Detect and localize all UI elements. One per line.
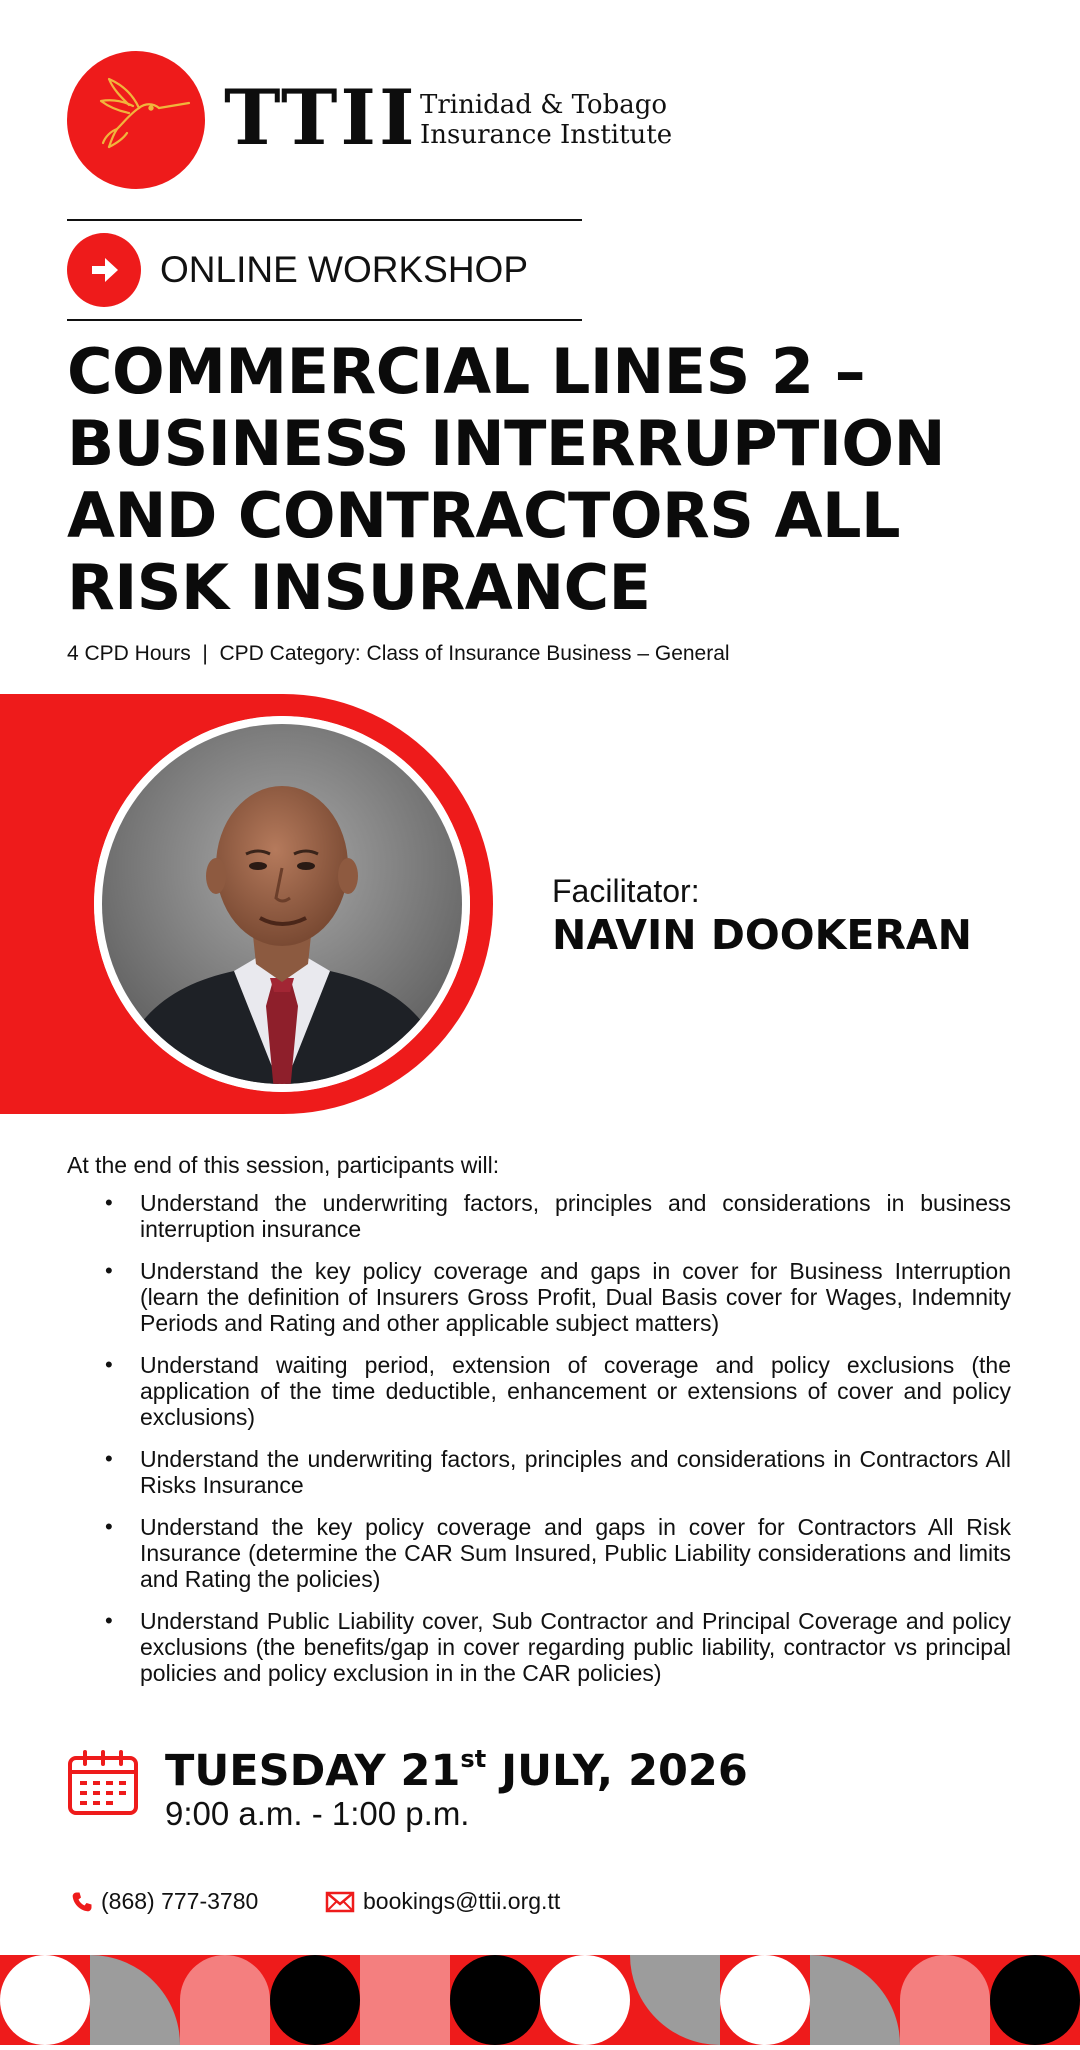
title-line: COMMERCIAL LINES 2 – xyxy=(67,335,866,408)
portrait-image xyxy=(94,716,470,1092)
event-time: 9:00 a.m. - 1:00 p.m. xyxy=(165,1795,470,1832)
outcomes-list xyxy=(100,1190,1011,1702)
list-item: • Understand the underwriting factors, principles and considerations in business interruption insurance xyxy=(100,1190,1011,1242)
cpd-info: 4 CPD Hours | CPD Category: Class of Insurance Business – General xyxy=(67,642,730,665)
hummingbird-icon xyxy=(67,51,205,189)
divider-bottom xyxy=(67,319,582,321)
logo-acronym: TTII xyxy=(224,73,418,162)
date-rest: JULY, 2026 xyxy=(486,1746,748,1796)
calendar-icon xyxy=(67,1750,139,1816)
facilitator-photo xyxy=(94,716,470,1092)
list-item: • Understand Public Liability cover, Sub Contractor and Principal Coverage and policy exclusions (the benefits/gap in cover regarding public liability, contractor vs principal policies and policy exclusion in in the CAR policies) xyxy=(100,1608,1011,1686)
title-line: RISK INSURANCE xyxy=(67,551,651,624)
facilitator-name: NAVIN DOOKERAN xyxy=(552,911,972,959)
title-line: AND CONTRACTORS ALL xyxy=(67,479,901,552)
decorative-shapes xyxy=(0,1955,1080,2045)
logo-organization-name xyxy=(420,90,672,150)
event-date xyxy=(165,1747,748,1795)
envelope-icon xyxy=(325,1891,355,1913)
list-item: • Understand the key policy coverage and gaps in cover for Business Interruption (learn the definition of Insurers Gross Profit, Dual Basis cover for Wages, Indemnity Periods and Rating and other applicable subject matters) xyxy=(100,1258,1011,1336)
event-title xyxy=(67,336,1027,624)
date-ordinal: st xyxy=(460,1745,487,1773)
logo-name-line1: Trinidad & Tobago xyxy=(420,90,668,120)
footer-pattern xyxy=(0,1955,1080,2045)
list-item: • Understand waiting period, extension of coverage and policy exclusions (the application of the time deductible, enhancement or extensions of cover and policy exclusions) xyxy=(100,1352,1011,1430)
logo-emblem xyxy=(67,51,205,189)
arrow-right-icon xyxy=(67,233,141,307)
logo-name-line2: Insurance Institute xyxy=(420,120,673,150)
facilitator-label: Facilitator: xyxy=(552,873,700,909)
outcomes-intro: At the end of this session, participants will: xyxy=(67,1152,500,1178)
title-line: BUSINESS INTERRUPTION xyxy=(67,407,945,480)
event-format-label: ONLINE WORKSHOP xyxy=(160,249,528,290)
list-item: • Understand the underwriting factors, principles and considerations in Contractors All Risks Insurance xyxy=(100,1446,1011,1498)
contact-email[interactable]: bookings@ttii.org.tt xyxy=(363,1888,561,1914)
contact-phone[interactable]: (868) 777-3780 xyxy=(101,1888,259,1914)
date-prefix: TUESDAY 21 xyxy=(165,1746,461,1796)
divider-top xyxy=(67,219,582,221)
list-item: • Understand the key policy coverage and gaps in cover for Contractors All Risk Insurance (determine the CAR Sum Insured, Public Liability considerations and limits and Rating the policies) xyxy=(100,1514,1011,1592)
phone-icon xyxy=(70,1890,94,1914)
